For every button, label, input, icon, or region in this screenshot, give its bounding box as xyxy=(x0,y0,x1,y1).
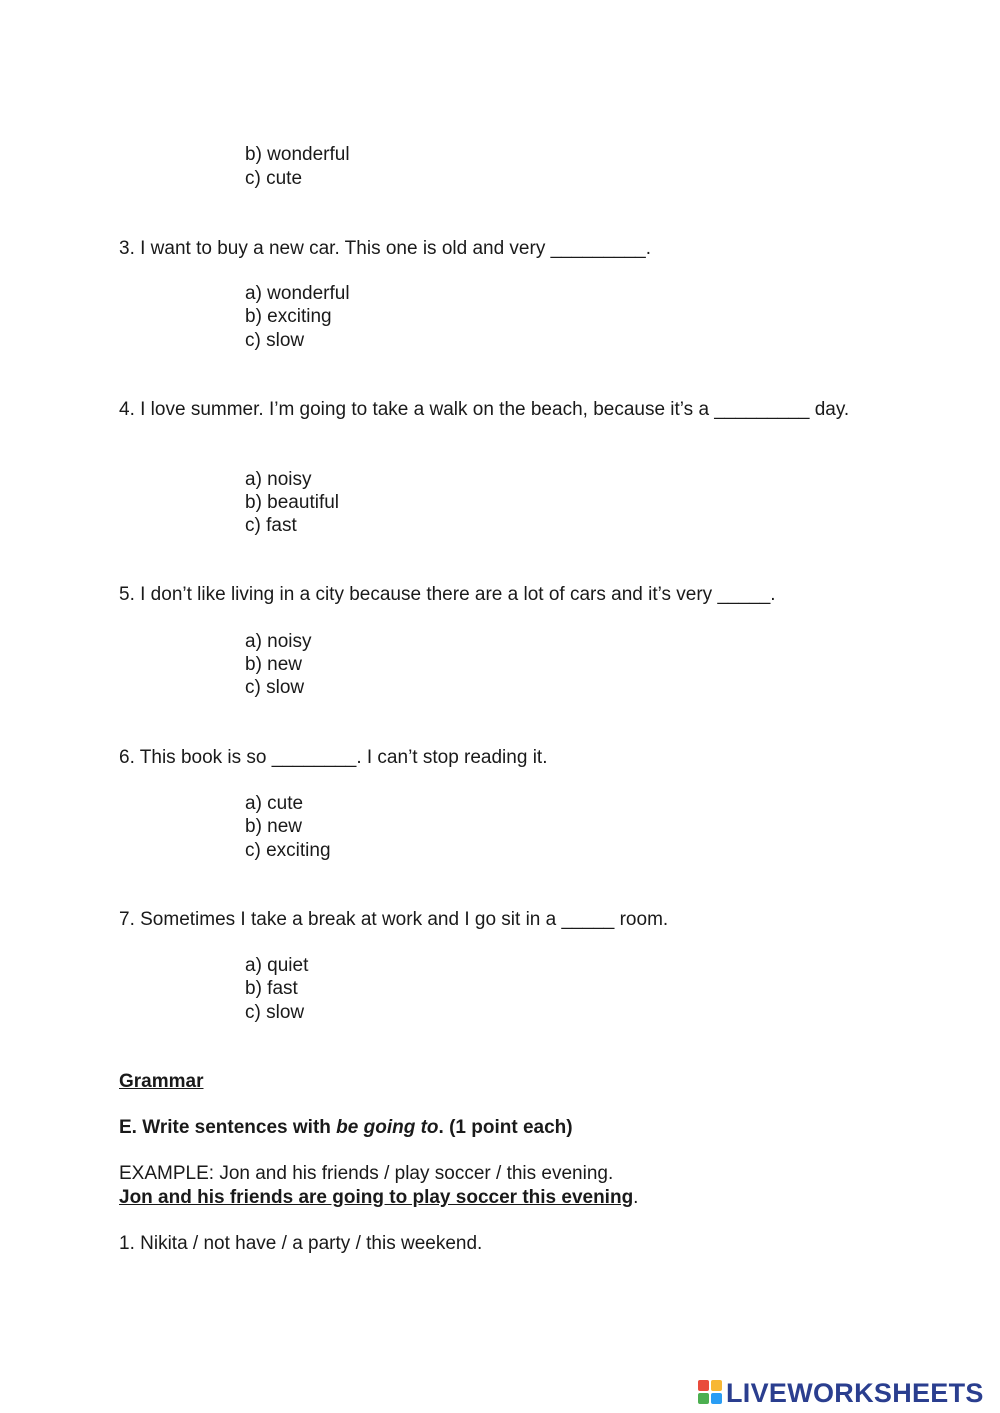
option: a) cute xyxy=(245,793,304,814)
option: b) exciting xyxy=(245,306,332,327)
question-7: 7. Sometimes I take a break at work and I go sit in a _____ room. xyxy=(119,909,669,930)
instruction-emphasis: be going to xyxy=(336,1117,439,1138)
option: c) slow xyxy=(245,1002,305,1023)
option: c) exciting xyxy=(245,840,331,861)
example-prompt: EXAMPLE: Jon and his friends / play soccer / this evening. xyxy=(119,1163,614,1184)
logo-text: LIVEWORKSHEETS xyxy=(726,1377,984,1408)
option: a) noisy xyxy=(245,469,312,490)
liveworksheets-logo xyxy=(698,1377,984,1409)
option: c) fast xyxy=(245,515,297,536)
question-5: 5. I don’t like living in a city because there are a lot of cars and it’s very _____. xyxy=(119,584,776,605)
option: c) slow xyxy=(245,677,305,698)
option: b) new xyxy=(245,816,303,837)
question-4: 4. I love summer. I’m going to take a walk on the beach, because it’s a _________ day. xyxy=(119,399,850,420)
option: b) new xyxy=(245,654,303,675)
example-answer-line xyxy=(119,1186,638,1209)
example-answer: Jon and his friends are going to play soccer this evening xyxy=(119,1187,634,1208)
liveworksheets-logo-icon xyxy=(698,1380,724,1406)
option: b) fast xyxy=(245,978,298,999)
exercise-item-1: 1. Nikita / not have / a party / this weekend. xyxy=(119,1233,483,1254)
instruction-text: . (1 point each) xyxy=(438,1117,573,1138)
instruction xyxy=(119,1116,573,1139)
option: b) beautiful xyxy=(245,492,340,513)
option: c) slow xyxy=(245,330,305,351)
instruction-text: E. Write sentences with xyxy=(119,1117,337,1138)
question-6: 6. This book is so ________. I can’t stop reading it. xyxy=(119,747,548,768)
option: a) noisy xyxy=(245,631,312,652)
option: c) cute xyxy=(245,168,303,189)
section-heading: Grammar xyxy=(119,1071,204,1092)
option: a) wonderful xyxy=(245,283,350,304)
option: a) quiet xyxy=(245,955,309,976)
question-3: 3. I want to buy a new car. This one is old and very _________. xyxy=(119,238,651,259)
example-answer-end: . xyxy=(633,1187,639,1208)
option: b) wonderful xyxy=(245,144,350,165)
